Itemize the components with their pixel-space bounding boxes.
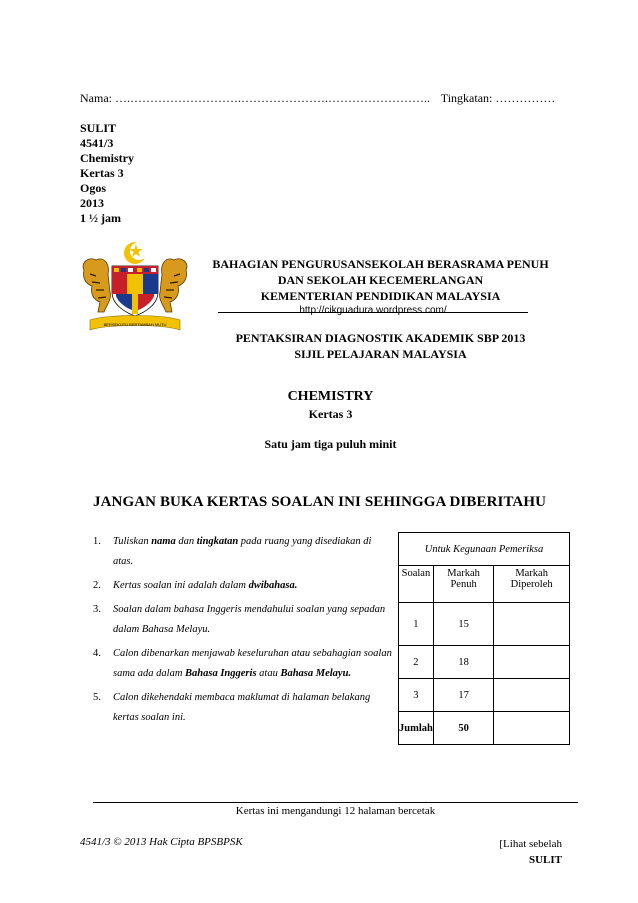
page-count-note: Kertas ini mengandungi 12 halaman bercetak (235, 805, 436, 817)
paper-number: Kertas 3 (80, 166, 124, 180)
full-marks: 18 (433, 646, 493, 679)
paper-code: 4541/3 (80, 136, 114, 150)
assessment-heading (193, 330, 568, 362)
instruction-bold: dwibahasa. (248, 580, 298, 591)
marks-table-caption: Untuk Kegunaan Pemeriksa (399, 533, 570, 566)
svg-text:BERSEKUTU BERTAMBAH MUTU: BERSEKUTU BERTAMBAH MUTU (103, 322, 167, 327)
instruction-number: 1. (93, 536, 101, 547)
instruction-item (93, 532, 393, 572)
assessment-line-1: PENTAKSIRAN DIAGNOSTIK AKADEMIK SBP 2013 (235, 331, 526, 345)
exam-year: 2013 (80, 196, 104, 210)
subject-title: CHEMISTRY (287, 389, 374, 404)
form-field-label: Tingkatan: …………… (440, 91, 556, 105)
assessment-line-2: SIJIL PELAJARAN MALAYSIA (294, 347, 467, 361)
do-not-open-warning: JANGAN BUKA KERTAS SOALAN INI SEHINGGA DIBERITAHU (93, 494, 547, 510)
instruction-text: atau (256, 668, 281, 679)
subject-block (160, 388, 501, 422)
copyright-notice: 4541/3 © 2013 Hak Cipta BPSBPSK (80, 836, 243, 848)
instruction-text: Soalan dalam bahasa Inggeris mendahului soalan yang sepadan dalam Bahasa Melayu. (113, 604, 386, 635)
instruction-bold: Bahasa Inggeris (185, 668, 257, 679)
header-question: Soalan (399, 566, 434, 603)
instruction-text: Kertas soalan ini adalah dalam (113, 580, 249, 591)
agency-line-3: KEMENTERIAN PENDIDIKAN MALAYSIA (260, 289, 501, 303)
classification-label: SULIT (80, 121, 117, 135)
agency-heading (193, 256, 568, 304)
instruction-text: Tuliskan (113, 536, 152, 547)
full-marks: 15 (433, 603, 493, 646)
question-number: 3 (399, 679, 434, 712)
instruction-item (93, 688, 393, 728)
header-marks-obtained: Markah Diperoleh (494, 566, 570, 603)
website-url[interactable]: http://cikguadura.wordpress.com/ (299, 305, 447, 316)
marks-obtained-cell (494, 679, 570, 712)
agency-line-1: BAHAGIAN PENGURUSANSEKOLAH BERASRAMA PENUH (212, 257, 549, 271)
table-row (399, 603, 570, 646)
instruction-number: 4. (93, 648, 101, 659)
marks-obtained-cell (494, 646, 570, 679)
instruction-item (93, 576, 393, 596)
instructions-list (93, 532, 393, 732)
instruction-number: 2. (93, 580, 101, 591)
name-field-label: Nama: ….……………………….………………….…………………….. (80, 91, 430, 105)
footer-classification: SULIT (528, 854, 562, 866)
table-row (399, 679, 570, 712)
instruction-text: Calon dikehendaki membaca maklumat di halaman belakang kertas soalan ini. (113, 692, 371, 723)
instruction-bold: tingkatan (196, 536, 239, 547)
question-number: 2 (399, 646, 434, 679)
question-number: 1 (399, 603, 434, 646)
instruction-text: dan (175, 536, 197, 547)
instruction-number: 5. (93, 692, 101, 703)
instruction-text: Calon dibenarkan menjawab keseluruhan atau sebahagian soalan sama ada dalam (113, 648, 392, 679)
table-total-row (399, 712, 570, 745)
name-form-line (80, 91, 555, 106)
exam-duration-short: 1 ½ jam (80, 211, 121, 225)
subject-paper: Kertas 3 (308, 407, 353, 421)
subject-name: Chemistry (80, 151, 134, 165)
footer-divider (93, 802, 578, 803)
instruction-number: 3. (93, 604, 101, 615)
instruction-bold: nama (151, 536, 176, 547)
header-full-marks: Markah Penuh (433, 566, 493, 603)
exam-duration-long: Satu jam tiga puluh minit (264, 437, 397, 451)
table-row (399, 646, 570, 679)
paper-meta (80, 121, 134, 226)
turn-over-note: [Lihat sebelah (499, 838, 562, 850)
instruction-text: pada ruang yang disediakan di atas. (113, 536, 372, 567)
total-obtained-cell (494, 712, 570, 745)
instruction-item (93, 644, 393, 684)
exam-month: Ogos (80, 181, 107, 195)
website-url-wrap (218, 300, 528, 318)
examiner-marks-table (398, 532, 570, 745)
total-value: 50 (433, 712, 493, 745)
full-marks: 17 (433, 679, 493, 712)
instruction-item (93, 600, 393, 640)
total-label: Jumlah (399, 712, 434, 745)
turn-over-block (490, 836, 562, 868)
marks-obtained-cell (494, 603, 570, 646)
agency-line-2: DAN SEKOLAH KECEMERLANGAN (277, 273, 484, 287)
coat-of-arms-logo (76, 240, 194, 336)
instruction-bold: Bahasa Melayu. (280, 668, 352, 679)
agency-underline (218, 312, 528, 313)
